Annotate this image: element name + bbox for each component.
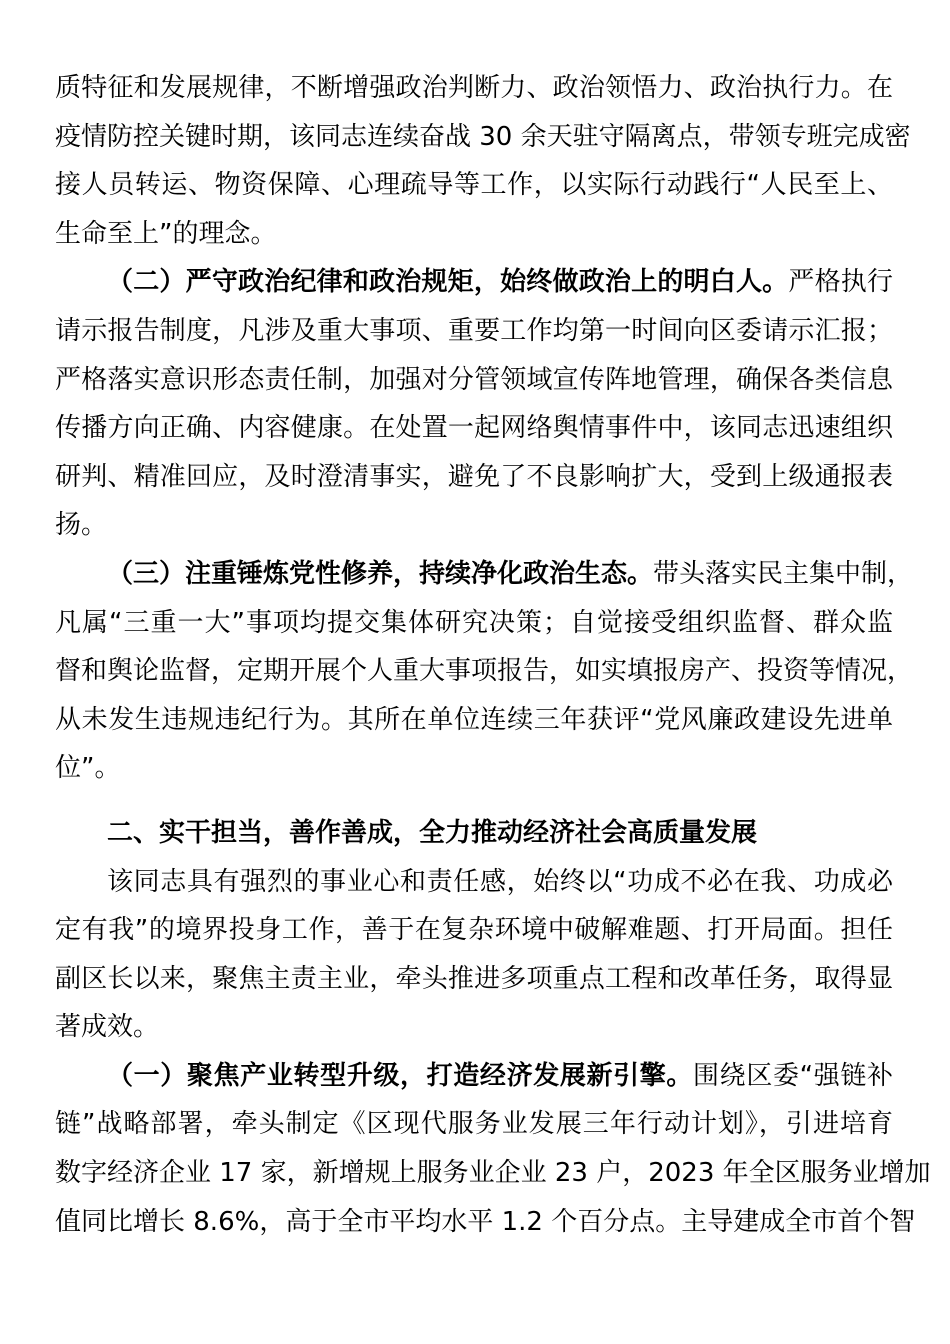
text-run: 督和舆论监督，定期开展个人重大事项报告，如实填报房产、投资等情况， bbox=[55, 656, 914, 687]
text-line bbox=[55, 744, 893, 793]
text-run: 凡属“三重一大”事项均提交集体研究决策；自觉接受组织监督、群众监 bbox=[55, 607, 893, 638]
text-line bbox=[55, 113, 911, 162]
text-line bbox=[55, 696, 893, 745]
text-line bbox=[55, 210, 893, 259]
text-run: 该同志具有强烈的事业心和责任感，始终以“功成不必在我、功成必 bbox=[107, 866, 893, 897]
text-line bbox=[55, 1198, 916, 1247]
text-run: 副区长以来，聚焦主责主业，牵头推进多项重点工程和改革任务，取得显 bbox=[55, 963, 893, 994]
bold-text-run: 二、实干担当，善作善成，全力推动经济社会高质量发展 bbox=[107, 817, 758, 848]
text-run: 生命至上”的理念。 bbox=[55, 218, 277, 249]
text-line bbox=[55, 161, 893, 210]
text-line bbox=[55, 501, 893, 550]
text-run: 链”战略部署，牵头制定《区现代服务业发展三年行动计划》，引进培育 bbox=[55, 1109, 893, 1140]
document-text-block bbox=[55, 64, 931, 1246]
section-heading-line bbox=[55, 809, 893, 858]
text-run: 定有我”的境界投身工作，善于在复杂环境中破解难题、打开局面。担任 bbox=[55, 915, 893, 946]
text-run: 研判、精准回应，及时澄清事实，避免了不良影响扩大，受到上级通报表 bbox=[55, 461, 893, 492]
bold-text-run: （二）严守政治纪律和政治规矩，始终做政治上的明白人。 bbox=[107, 267, 789, 298]
text-line bbox=[55, 955, 893, 1004]
text-run: 著成效。 bbox=[55, 1012, 160, 1043]
text-line bbox=[55, 1149, 931, 1198]
text-run: 质特征和发展规律，不断增强政治判断力、政治领悟力、政治执行力。在 bbox=[55, 73, 893, 103]
bold-text-run: （一）聚焦产业转型升级，打造经济发展新引擎。 bbox=[107, 1060, 694, 1091]
text-line bbox=[55, 404, 893, 453]
text-run: 传播方向正确、内容健康。在处置一起网络舆情事件中，该同志迅速组织 bbox=[55, 413, 893, 444]
text-line bbox=[55, 858, 893, 907]
text-line bbox=[55, 356, 893, 405]
text-line bbox=[55, 258, 893, 307]
text-run: 接人员转运、物资保障、心理疏导等工作，以实际行动践行“人民至上、 bbox=[55, 170, 893, 201]
text-line bbox=[55, 307, 893, 356]
text-run: 严格落实意识形态责任制，加强对分管领域宣传阵地管理，确保各类信息 bbox=[55, 364, 893, 395]
text-line bbox=[55, 1100, 893, 1149]
text-run: 扬。 bbox=[55, 510, 108, 541]
text-line bbox=[55, 64, 893, 113]
text-run: 疫情防控关键时期，该同志连续奋战 30 余天驻守隔离点，带领专班完成密 bbox=[55, 121, 911, 152]
text-run: 带头落实民主集中制， bbox=[653, 558, 914, 589]
text-line bbox=[55, 906, 893, 955]
text-line bbox=[55, 599, 893, 648]
text-run: 从未发生违规违纪行为。其所在单位连续三年获评“党风廉政建设先进单 bbox=[55, 704, 893, 735]
text-run: 请示报告制度，凡涉及重大事项、重要工作均第一时间向区委请示汇报； bbox=[55, 315, 893, 346]
text-line bbox=[55, 453, 893, 502]
text-line bbox=[55, 550, 914, 599]
text-run: 位”。 bbox=[55, 753, 121, 784]
text-run: 数字经济企业 17 家，新增规上服务业企业 23 户，2023 年全区服务业增加 bbox=[55, 1158, 931, 1189]
text-run: 严格执行 bbox=[788, 267, 893, 298]
text-line bbox=[55, 1052, 893, 1101]
text-line bbox=[55, 1003, 893, 1052]
text-run: 值同比增长 8.6%，高于全市平均水平 1.2 个百分点。主导建成全市首个智 bbox=[55, 1206, 916, 1237]
text-line bbox=[55, 647, 914, 696]
text-run: 围绕区委“强链补 bbox=[693, 1060, 893, 1091]
bold-text-run: （三）注重锤炼党性修养，持续净化政治生态。 bbox=[107, 558, 654, 589]
